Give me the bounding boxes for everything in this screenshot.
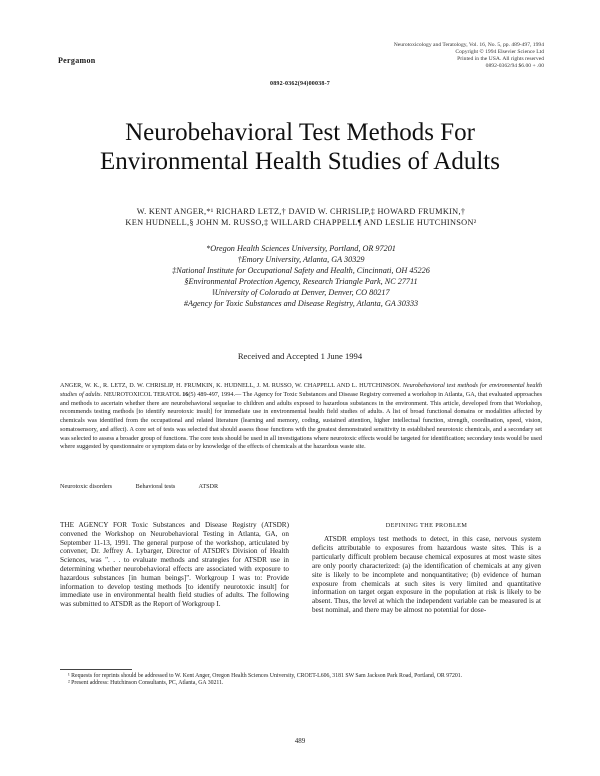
abstract-citation-authors: ANGER, W. K., R. LETZ, D. W. CHRISLIP, H. FRUMKIN, K. HUDNELL, J. M. RUSSO, W. CHAPPELL AND L. HUTCHINSON. [60,382,401,389]
abstract-body: The Agency for Toxic Substances and Disease Registry convened a workshop in Atlanta, GA, that evaluated approaches and methods to ascertain whether there are neurobehavioral sequelae to children and adults exposed to hazardous substances in the environment. This article, developed from that Workshop, recommends testing methods [to identify neurotoxic insult] for immediate use in environmental health field studies of adults. A list of broad functional domains or modalities affected by chemicals was identified from the occupational and related literature (learning and memory, coding, sustained attention, higher intellectual function, strength, coordination, speed, vision, somatosensory, and affect). A core set of tests was selected that should assess those functions with the greatest demonstrated sensitivity in established neurotoxic chemicals, and a secondary set was selected to assess a broader group of functions. The core tests should be used in all investigations where neurotoxic effects would be targeted for identification; secondary tests would be used where suggested by questionnaire or symptom data or by knowledge of the effects of chemicals at the hazardous waste site. [60,390,543,451]
abstract-citation-journal: NEUROTOXICOL TERATOL [103,390,181,398]
keyword: ATSDR [198,483,219,490]
article-identifier: 0892-0362(94)00038-7 [270,81,330,87]
affiliation: #Agency for Toxic Substances and Disease Registry, Atlanta, GA 30333 [183,299,419,308]
keyword: Neurotoxic disorders [60,483,113,490]
affiliation-list [60,243,542,309]
section-heading: DEFINING THE PROBLEM [385,522,468,529]
footnotes [60,673,542,688]
intro-paragraph [60,521,289,609]
received-date: Received and Accepted 1 June 1994 [237,351,363,361]
footnote-divider [60,669,132,670]
abstract-citation-volume: 16 [182,390,189,398]
section-paragraph [312,535,541,615]
abstract [60,382,542,452]
page-number: 489 [294,737,306,745]
abstract-citation-pages: (5) 489-497, 1994.— [188,390,242,398]
intro-text: Toxic Substances and Disease Registry (ATSDR) convened the Workshop on Neurobehavioral Testing in Atlanta, GA, on September 11-13, 1991. The general purpose of the workshop, articulated by convener, Dr. Jeffrey A. Lybarger, Director of ATSDR's Division of Health Sciences, was ". . . to evaluate methods and strategies for ATSDR use in determining whether neurobehavioral effects are associated with exposure to hazardous substances [in human beings]". Workgroup I was to: Provide information to develop testing methods [to identify neurotoxic insult] for immediate use in environmental health field studies of adults. The following was submitted to ATSDR as the Report of Workgroup I. [60,521,289,609]
title-line-1: Neurobehavioral Test Methods For [125,119,475,146]
author-list [60,206,542,228]
affiliation: ‡National Institute for Occupational Safety and Health, Cincinnati, OH 45226 [172,266,430,275]
author-line-2: KEN HUDNELL,§ JOHN M. RUSSO,‡ WILLARD CHAPPELL¶ AND LESLIE HUTCHINSON² [125,218,477,227]
journal-citation-block [394,42,544,70]
intro-lead-words: THE AGENCY FOR [60,521,127,529]
publisher-logo-text: Pergamon [58,56,96,65]
keyword: Behavioral tests [135,483,176,490]
affiliation: *Oregon Health Sciences University, Portland, OR 97201 [206,244,396,253]
journal-line: Copyright © 1994 Elsevier Science Ltd [455,49,544,55]
author-line-1: W. KENT ANGER,*¹ RICHARD LETZ,† DAVID W. CHRISLIP,‡ HOWARD FRUMKIN,† [136,207,466,216]
affiliation: †Emory University, Atlanta, GA 30329 [237,255,365,264]
journal-line: 0892-0362/94 $6.00 + .00 [485,63,544,69]
footnote: ¹ Requests for reprints should be addressed to W. Kent Anger, Oregon Health Sciences University, CROET-L606, 3181 SW Sam Jackson Park Road, Portland, OR 97201. [68,673,463,679]
section-text: ATSDR employs test methods to detect, in this case, nervous system deficits attributable to exposures from hazardous waste sites. This is a particularly difficult problem because chemical exposures at most waste sites are only poorly characterized: (a) the identification of chemicals at any given site is likely to be incomplete and nonquantitative; (b) evidence of human exposure from chemicals at such sites is very limited and quantitative information on target organ exposure in the population at risk is likely to be absent. Thus, the level at which the independent variable can be measured is at best nominal, and there may be almost no potential for dose- [312,535,541,615]
affiliation: ‖University of Colorado at Denver, Denver, CO 80217 [212,288,390,297]
footnote: ² Present address: Hutchinson Consultants, PC, Atlanta, GA 30211. [68,680,224,687]
affiliation: §Environmental Protection Agency, Research Triangle Park, NC 27711 [184,277,418,286]
paper-title [0,118,600,176]
keyword-list [60,483,240,490]
abstract-citation-title: Neurobehavioral test methods for environmental health studies of adults. [60,382,542,398]
journal-line: Neurotoxicology and Teratology, Vol. 16, No. 5, pp. 489-497, 1994 [393,42,544,48]
journal-line: Printed in the USA. All rights reserved [457,56,544,62]
title-line-2: Environmental Health Studies of Adults [100,148,500,175]
